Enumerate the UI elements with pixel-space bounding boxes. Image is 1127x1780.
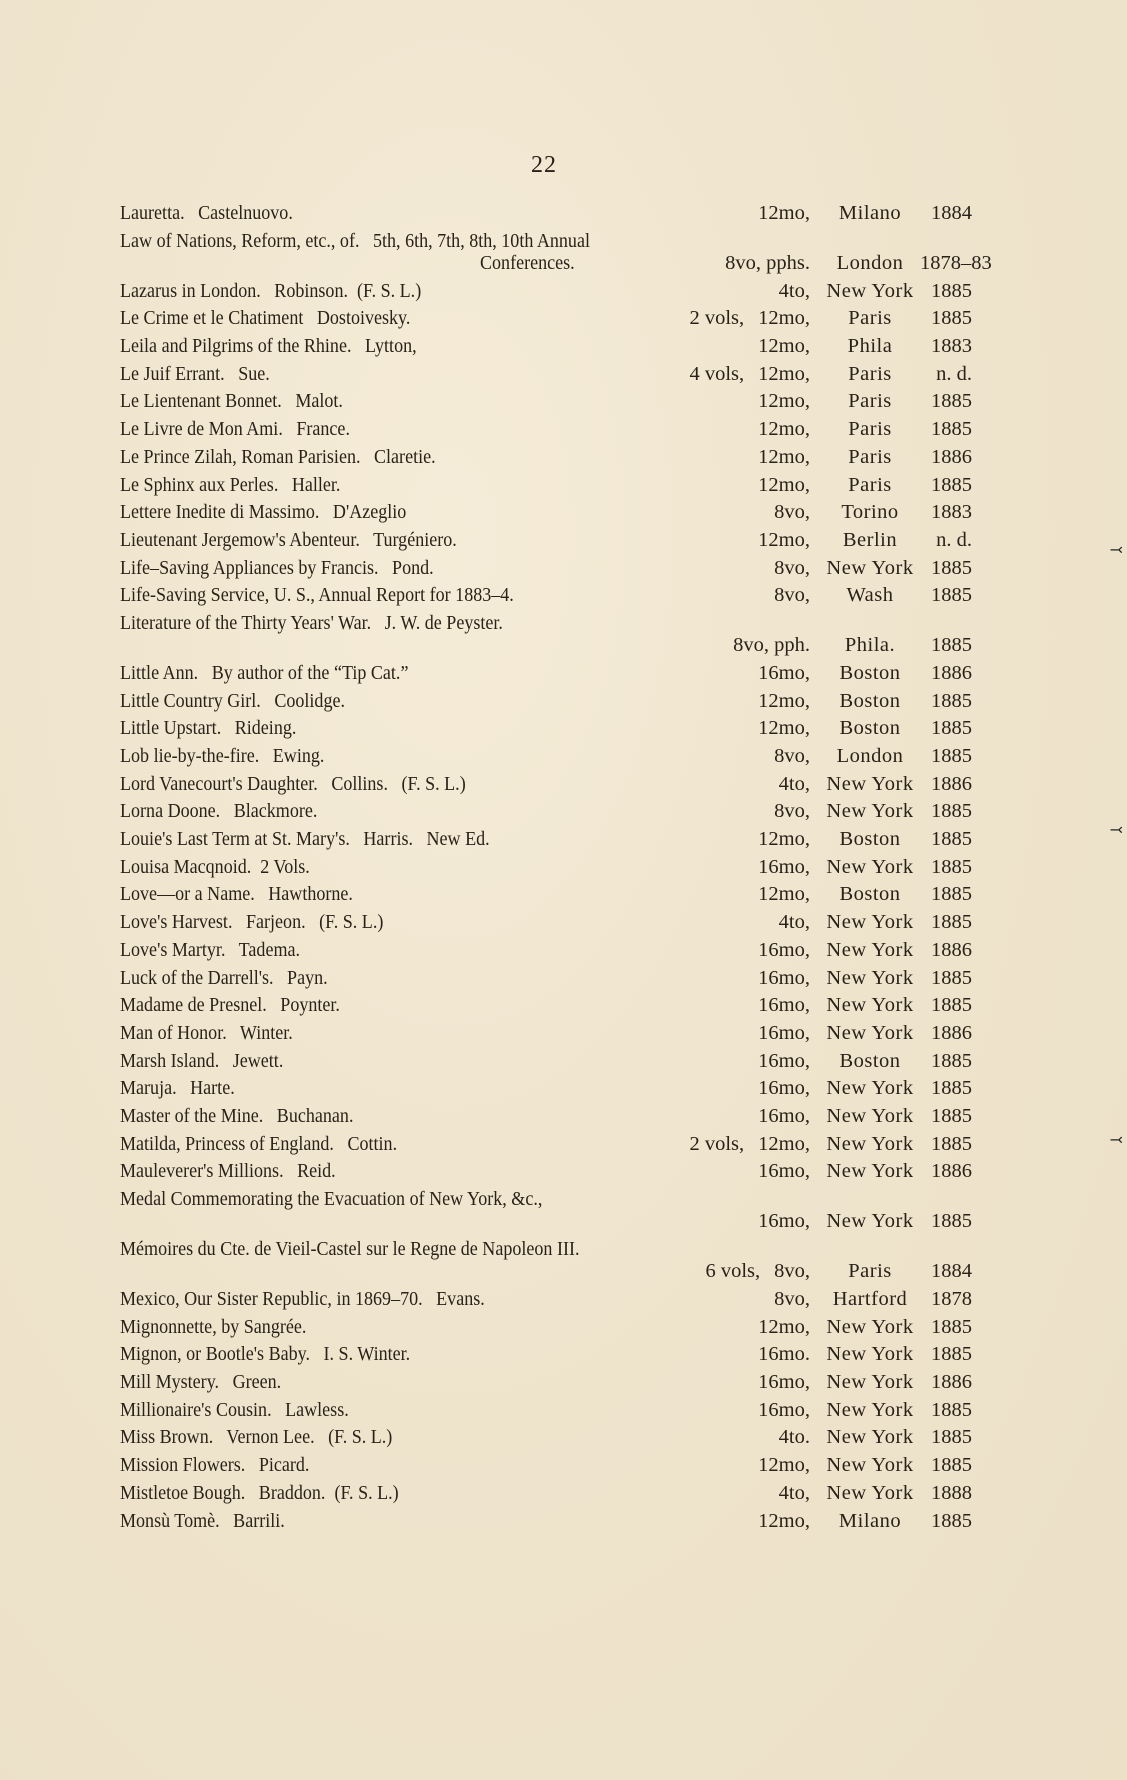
entry-imprint (758, 1103, 972, 1131)
entry-format: 8vo, (774, 584, 810, 607)
entry-format: 12mo, (758, 362, 810, 385)
entry-year: 1883 (931, 501, 972, 524)
entry-place: New York (826, 1343, 914, 1366)
entry-title: Luck of the Darrell's. Payn. (120, 966, 328, 989)
catalog-entry (120, 1236, 972, 1286)
entry-year: 1885 (931, 828, 972, 851)
entry-format: 8vo, (774, 556, 810, 579)
entry-imprint (758, 937, 972, 965)
entry-format: 16mo, (758, 1049, 810, 1072)
entry-title: Miss Brown. Vernon Lee. (F. S. L.) (120, 1426, 393, 1449)
entry-imprint (774, 798, 972, 826)
entry-imprint (758, 1075, 972, 1103)
entry-volumes: 2 vols, (689, 1132, 745, 1155)
entry-imprint (758, 200, 972, 228)
entry-title: Mistletoe Bough. Braddon. (F. S. L.) (120, 1481, 399, 1504)
entry-format: 4to, (778, 279, 810, 302)
entry-imprint (774, 499, 972, 527)
entry-format: 16mo. (758, 1343, 810, 1366)
entry-title: Little Upstart. Rideing. (120, 717, 297, 740)
entry-format: 4to. (778, 1426, 810, 1449)
entry-place: Paris (848, 1260, 892, 1282)
entry-title: Le Livre de Mon Ami. France. (120, 418, 350, 441)
entry-format: 12mo, (758, 335, 810, 358)
entry-place: Wash (846, 584, 894, 607)
entry-title: Matilda, Princess of England. Cottin. (120, 1132, 398, 1155)
entry-year: 1885 (931, 1132, 972, 1155)
entry-place: Torino (841, 501, 899, 524)
entry-place: New York (826, 966, 914, 989)
catalog-entry (120, 743, 972, 771)
entry-year: 1885 (931, 390, 972, 413)
entry-format: 8vo, (774, 501, 810, 524)
catalog-entry (120, 1369, 972, 1397)
entry-place: Paris (848, 390, 892, 413)
entry-imprint (725, 250, 992, 278)
entry-volumes: 6 vols, (705, 1260, 761, 1282)
entry-imprint (689, 361, 972, 389)
entry-format: 12mo, (758, 1315, 810, 1338)
entry-title: Mignonnette, by Sangrée. (120, 1315, 307, 1338)
entry-imprint (758, 388, 972, 416)
entry-imprint (733, 632, 972, 660)
entry-format: 12mo, (758, 717, 810, 740)
entry-imprint (758, 854, 972, 882)
entry-imprint (758, 826, 972, 854)
entry-place: Boston (839, 1049, 901, 1072)
entry-place: Boston (839, 661, 901, 684)
entry-imprint (758, 1208, 972, 1236)
entry-imprint (758, 1508, 972, 1536)
catalog-entry (120, 305, 972, 333)
catalog-entry (120, 1286, 972, 1314)
entry-title: Millionaire's Cousin. Lawless. (120, 1398, 349, 1421)
entry-format: 16mo, (758, 994, 810, 1017)
entry-title: Love's Martyr. Tadema. (120, 938, 301, 961)
entry-format: 8vo, (774, 1260, 810, 1282)
entry-title: Love—or a Name. Hawthorne. (120, 883, 353, 906)
entry-imprint (779, 1480, 972, 1508)
entry-year: n. d. (936, 528, 972, 551)
entry-place: New York (826, 1077, 914, 1100)
entry-place: New York (826, 1426, 914, 1449)
entry-year: 1885 (931, 689, 972, 712)
catalog-entry (120, 444, 972, 472)
entry-imprint (758, 881, 972, 909)
entry-imprint (758, 715, 972, 743)
entry-year: 1885 (931, 717, 972, 740)
entry-format: 4to, (778, 911, 810, 934)
entry-place: New York (826, 855, 914, 878)
entry-year: 1885 (931, 418, 972, 441)
catalog-entry (120, 1480, 972, 1508)
entry-format: 16mo, (758, 1021, 810, 1044)
entry-format: 4to, (778, 772, 810, 795)
entry-imprint (689, 305, 972, 333)
catalog-entry (120, 965, 972, 993)
entry-format: 16mo, (758, 1371, 810, 1394)
entry-title: Love's Harvest. Farjeon. (F. S. L.) (120, 911, 384, 934)
entry-place: New York (826, 800, 914, 823)
entry-place: New York (826, 1371, 914, 1394)
catalog-entry (120, 499, 972, 527)
entry-place: London (836, 251, 904, 274)
entry-place: Boston (839, 689, 901, 712)
entry-format: 16mo, (758, 661, 810, 684)
entry-title: Le Prince Zilah, Roman Parisien. Claretie. (120, 445, 436, 468)
catalog-entry (120, 1020, 972, 1048)
entry-title: Mill Mystery. Green. (120, 1371, 282, 1394)
entry-imprint (779, 278, 972, 306)
entry-year: 1885 (931, 745, 972, 767)
entry-place: New York (826, 911, 914, 934)
entry-imprint (758, 527, 972, 555)
entry-place: New York (826, 279, 914, 302)
entry-imprint (758, 992, 972, 1020)
entry-year: 1886 (931, 772, 972, 795)
entry-title: Little Ann. By author of the “Tip Cat.” (120, 661, 409, 684)
entry-title: Louie's Last Term at St. Mary's. Harris. New Ed. (120, 828, 490, 851)
entry-year: 1885 (931, 279, 972, 302)
entry-year: 1885 (931, 966, 972, 989)
entry-place: Phila (847, 335, 893, 358)
entry-format: 12mo, (758, 418, 810, 441)
entry-volumes: 2 vols, (689, 307, 745, 330)
entry-format: 12mo, (758, 1132, 810, 1155)
entry-imprint (774, 1286, 972, 1314)
entry-year: 1885 (931, 1509, 972, 1532)
entry-title: Master of the Mine. Buchanan. (120, 1104, 354, 1127)
entry-place: Berlin (842, 528, 898, 551)
entry-format: 8vo, pph. (733, 633, 810, 656)
entry-imprint (758, 1048, 972, 1076)
catalog-entry (120, 1158, 972, 1186)
entry-year: 1886 (931, 1160, 972, 1183)
catalog-entry (120, 416, 972, 444)
entry-imprint (779, 1424, 972, 1452)
entry-imprint (758, 688, 972, 716)
entry-imprint (705, 1258, 972, 1286)
entry-year: 1885 (931, 911, 972, 934)
entry-format: 12mo, (758, 1509, 810, 1532)
entry-imprint (774, 582, 972, 610)
stitch-hole-mark: ⤙ (1109, 822, 1123, 839)
entry-place: London (836, 745, 904, 767)
entry-year: 1886 (931, 938, 972, 961)
entry-format: 12mo, (758, 828, 810, 851)
catalog-entry (120, 582, 972, 610)
catalog-entry (120, 715, 972, 743)
entry-imprint (758, 660, 972, 688)
entry-format: 12mo, (758, 202, 810, 224)
catalog-entry (120, 610, 972, 660)
entry-year: 1885 (931, 1454, 972, 1477)
entry-title: Medal Commemorating the Evacuation of New York, &c., (120, 1188, 543, 1210)
entry-year: 1886 (931, 445, 972, 468)
catalog-entry (120, 1048, 972, 1076)
catalog-entry (120, 909, 972, 937)
entry-place: New York (826, 938, 914, 961)
entry-imprint (779, 771, 972, 799)
entry-imprint (758, 472, 972, 500)
page-number: 22 (531, 152, 557, 178)
entry-place: New York (826, 556, 914, 579)
catalog-list (120, 200, 992, 1535)
entry-title: Lob lie-by-the-fire. Ewing. (120, 745, 325, 767)
catalog-entry (120, 1314, 972, 1342)
entry-imprint (758, 1314, 972, 1342)
catalog-entry (120, 1103, 972, 1131)
entry-title: Mémoires du Cte. de Vieil-Castel sur le Regne de Napoleon III. (120, 1238, 580, 1260)
entry-format: 8vo, pphs. (725, 251, 810, 274)
catalog-entry (120, 1186, 972, 1236)
entry-year: 1885 (931, 1343, 972, 1366)
entry-imprint (758, 1452, 972, 1480)
entry-place: New York (826, 1454, 914, 1477)
entry-title: Le Crime et le Chatiment Dostoivesky. (120, 307, 411, 330)
entry-title-continued: Conferences. (480, 251, 575, 274)
entry-year: 1884 (931, 1260, 972, 1282)
entry-title: Le Sphinx aux Perles. Haller. (120, 473, 341, 496)
entry-title: Monsù Tomè. Barrili. (120, 1509, 285, 1532)
catalog-entry (120, 826, 972, 854)
entry-year: 1885 (931, 473, 972, 496)
entry-imprint (774, 555, 972, 583)
entry-title: Life–Saving Appliances by Francis. Pond. (120, 556, 434, 579)
entry-place: New York (826, 1481, 914, 1504)
entry-imprint (779, 909, 972, 937)
entry-format: 16mo, (758, 938, 810, 961)
entry-format: 16mo, (758, 1077, 810, 1100)
entry-title: Lauretta. Castelnuovo. (120, 202, 293, 224)
entry-place: Phila. (844, 633, 896, 656)
entry-place: Boston (839, 883, 901, 906)
entry-title: Mission Flowers. Picard. (120, 1454, 310, 1477)
entry-format: 12mo, (758, 307, 810, 330)
entry-year: 1885 (931, 1398, 972, 1421)
entry-place: New York (826, 994, 914, 1017)
entry-place: New York (826, 1132, 914, 1155)
entry-imprint (758, 1158, 972, 1186)
catalog-entry (120, 278, 972, 306)
entry-place: Milano (838, 202, 902, 224)
entry-year: 1885 (931, 1210, 972, 1232)
entry-format: 16mo, (758, 1160, 810, 1183)
entry-year: 1885 (931, 994, 972, 1017)
entry-format: 16mo, (758, 1104, 810, 1127)
catalog-entry (120, 881, 972, 909)
entry-title: Maruja. Harte. (120, 1077, 235, 1100)
entry-imprint (758, 333, 972, 361)
entry-place: New York (826, 772, 914, 795)
entry-place: New York (826, 1398, 914, 1421)
entry-title: Law of Nations, Reform, etc., of. 5th, 6th, 7th, 8th, 10th Annual (120, 229, 590, 252)
catalog-entry (120, 798, 972, 826)
entry-year: 1885 (931, 1049, 972, 1072)
catalog-entry (120, 527, 972, 555)
entry-title: Leila and Pilgrims of the Rhine. Lytton, (120, 335, 417, 358)
entry-title: Lettere Inedite di Massimo. D'Azeglio (120, 501, 407, 524)
stitch-hole-mark: ⤙ (1109, 1132, 1123, 1149)
entry-title: Marsh Island. Jewett. (120, 1049, 284, 1072)
entry-title: Madame de Presnel. Poynter. (120, 994, 340, 1017)
catalog-entry (120, 333, 972, 361)
entry-title: Louisa Macqnoid. 2 Vols. (120, 855, 310, 878)
entry-format: 12mo, (758, 473, 810, 496)
entry-year: 1885 (931, 556, 972, 579)
entry-format: 12mo, (758, 445, 810, 468)
entry-year: 1886 (931, 661, 972, 684)
entry-year: 1883 (931, 335, 972, 358)
catalog-entry (120, 1424, 972, 1452)
entry-title: Mexico, Our Sister Republic, in 1869–70. Evans. (120, 1288, 485, 1310)
entry-volumes: 4 vols, (689, 362, 745, 385)
catalog-entry (120, 1397, 972, 1425)
catalog-entry (120, 1508, 972, 1536)
entry-title: Lord Vanecourt's Daughter. Collins. (F. S. L.) (120, 772, 466, 795)
entry-year: 1885 (931, 633, 972, 656)
entry-imprint (758, 1369, 972, 1397)
catalog-entry (120, 688, 972, 716)
entry-title: Lazarus in London. Robinson. (F. S. L.) (120, 279, 422, 302)
catalog-entry (120, 1075, 972, 1103)
entry-place: New York (826, 1104, 914, 1127)
entry-year: 1885 (931, 855, 972, 878)
catalog-entry (120, 388, 972, 416)
entry-year: 1878–83 (920, 251, 992, 274)
entry-imprint (758, 416, 972, 444)
catalog-entry (120, 1452, 972, 1480)
entry-place: Boston (839, 717, 901, 740)
entry-year: 1885 (931, 584, 972, 607)
entry-imprint (758, 1341, 972, 1369)
entry-title: Man of Honor. Winter. (120, 1021, 293, 1044)
entry-year: 1885 (931, 1426, 972, 1449)
entry-title: Le Juif Errant. Sue. (120, 362, 270, 385)
catalog-entry (120, 1131, 972, 1159)
entry-format: 16mo, (758, 1398, 810, 1421)
entry-format: 12mo, (758, 883, 810, 906)
entry-place: New York (826, 1210, 914, 1232)
entry-year: 1886 (931, 1371, 972, 1394)
catalog-entry (120, 361, 972, 389)
entry-place: Hartford (832, 1288, 908, 1310)
entry-place: New York (826, 1021, 914, 1044)
catalog-entry (120, 660, 972, 688)
catalog-entry (120, 228, 992, 278)
entry-year: 1885 (931, 1077, 972, 1100)
entry-imprint (758, 965, 972, 993)
entry-year: 1885 (931, 800, 972, 823)
entry-year: 1885 (931, 307, 972, 330)
entry-year: 1878 (931, 1288, 972, 1310)
entry-place: Paris (848, 418, 892, 441)
entry-place: New York (826, 1315, 914, 1338)
entry-year: 1885 (931, 883, 972, 906)
entry-imprint (774, 743, 972, 771)
entry-year: 1886 (931, 1021, 972, 1044)
entry-format: 12mo, (758, 1454, 810, 1477)
entry-title: Lieutenant Jergemow's Abenteur. Turgéniero. (120, 528, 457, 551)
entry-year: n. d. (936, 362, 972, 385)
entry-title: Little Country Girl. Coolidge. (120, 689, 345, 712)
entry-place: New York (826, 1160, 914, 1183)
entry-format: 8vo, (774, 745, 810, 767)
entry-place: Paris (848, 473, 892, 496)
entry-imprint (758, 1397, 972, 1425)
entry-format: 8vo, (774, 800, 810, 823)
entry-format: 12mo, (758, 390, 810, 413)
entry-title: Mauleverer's Millions. Reid. (120, 1160, 336, 1183)
entry-format: 4to, (778, 1481, 810, 1504)
entry-place: Paris (848, 307, 892, 330)
entry-format: 16mo, (758, 855, 810, 878)
entry-title: Lorna Doone. Blackmore. (120, 800, 318, 823)
entry-imprint (689, 1131, 972, 1159)
entry-title: Literature of the Thirty Years' War. J. W. de Peyster. (120, 611, 503, 634)
entry-title: Le Lientenant Bonnet. Malot. (120, 390, 343, 413)
entry-title: Mignon, or Bootle's Baby. I. S. Winter. (120, 1343, 411, 1366)
catalog-entry (120, 992, 972, 1020)
entry-year: 1885 (931, 1315, 972, 1338)
catalog-entry (120, 200, 972, 228)
catalog-entry (120, 555, 972, 583)
catalog-entry (120, 472, 972, 500)
stitch-hole-mark: ⤙ (1109, 542, 1123, 559)
catalog-entry (120, 937, 972, 965)
catalog-entry (120, 1341, 972, 1369)
entry-format: 12mo, (758, 528, 810, 551)
entry-format: 12mo, (758, 689, 810, 712)
entry-place: Paris (848, 362, 892, 385)
entry-imprint (758, 1020, 972, 1048)
entry-year: 1884 (931, 202, 972, 224)
entry-imprint (758, 444, 972, 472)
entry-format: 8vo, (774, 1288, 810, 1310)
catalog-entry (120, 771, 972, 799)
entry-year: 1888 (931, 1481, 972, 1504)
entry-place: Boston (839, 828, 901, 851)
entry-title: Life-Saving Service, U. S., Annual Report for 1883–4. (120, 584, 514, 607)
entry-place: Paris (848, 445, 892, 468)
entry-year: 1885 (931, 1104, 972, 1127)
catalog-entry (120, 854, 972, 882)
entry-format: 16mo, (758, 1210, 810, 1232)
entry-format: 16mo, (758, 966, 810, 989)
entry-place: Milano (838, 1509, 902, 1532)
